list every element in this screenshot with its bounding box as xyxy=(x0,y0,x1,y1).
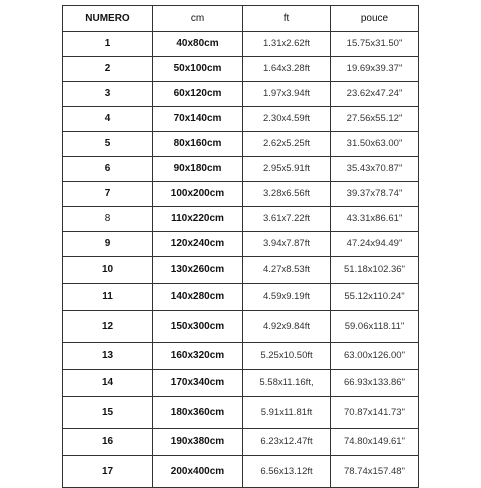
size-cm: 150x300cm xyxy=(153,311,243,343)
row-number: 9 xyxy=(63,232,153,257)
size-ft: 6.23x12.47ft xyxy=(243,429,331,456)
header-row xyxy=(63,6,419,32)
size-pouce: 19.69x39.37" xyxy=(331,57,419,82)
row-number: 12 xyxy=(63,311,153,343)
size-pouce: 55.12x110.24" xyxy=(331,284,419,311)
size-cm: 160x320cm xyxy=(153,343,243,370)
table-row xyxy=(63,32,419,57)
size-conversion-table xyxy=(62,5,419,488)
table-row xyxy=(63,82,419,107)
table-row xyxy=(63,456,419,488)
size-pouce: 70.87x141.73" xyxy=(331,397,419,429)
row-number: 2 xyxy=(63,57,153,82)
table-row xyxy=(63,370,419,397)
size-pouce: 66.93x133.86" xyxy=(331,370,419,397)
table-row xyxy=(63,207,419,232)
row-number: 3 xyxy=(63,82,153,107)
size-ft: 4.27x8.53ft xyxy=(243,257,331,284)
row-number: 1 xyxy=(63,32,153,57)
row-number: 7 xyxy=(63,182,153,207)
row-number: 4 xyxy=(63,107,153,132)
size-pouce: 43.31x86.61" xyxy=(331,207,419,232)
row-number: 13 xyxy=(63,343,153,370)
size-ft: 1.64x3.28ft xyxy=(243,57,331,82)
size-pouce: 63.00x126.00" xyxy=(331,343,419,370)
row-number: 8 xyxy=(63,207,153,232)
size-cm: 90x180cm xyxy=(153,157,243,182)
size-ft: 3.61x7.22ft xyxy=(243,207,331,232)
size-pouce: 47.24x94.49" xyxy=(331,232,419,257)
size-cm: 200x400cm xyxy=(153,456,243,488)
size-ft: 2.95x5.91ft xyxy=(243,157,331,182)
size-cm: 70x140cm xyxy=(153,107,243,132)
header-cm: cm xyxy=(153,6,243,32)
header-ft: ft xyxy=(243,6,331,32)
table-row xyxy=(63,311,419,343)
row-number: 5 xyxy=(63,132,153,157)
table-row xyxy=(63,429,419,456)
row-number: 11 xyxy=(63,284,153,311)
size-pouce: 23.62x47.24" xyxy=(331,82,419,107)
size-pouce: 35.43x70.87" xyxy=(331,157,419,182)
size-cm: 130x260cm xyxy=(153,257,243,284)
table-row xyxy=(63,232,419,257)
size-pouce: 15.75x31.50" xyxy=(331,32,419,57)
size-ft: 5.25x10.50ft xyxy=(243,343,331,370)
size-pouce: 27.56x55.12" xyxy=(331,107,419,132)
size-cm: 140x280cm xyxy=(153,284,243,311)
size-cm: 190x380cm xyxy=(153,429,243,456)
size-pouce: 39.37x78.74" xyxy=(331,182,419,207)
row-number: 10 xyxy=(63,257,153,284)
size-ft: 3.94x7.87ft xyxy=(243,232,331,257)
table-row xyxy=(63,107,419,132)
size-ft: 1.97x3.94ft xyxy=(243,82,331,107)
size-ft: 6.56x13.12ft xyxy=(243,456,331,488)
size-cm: 100x200cm xyxy=(153,182,243,207)
size-pouce: 74.80x149.61" xyxy=(331,429,419,456)
size-cm: 60x120cm xyxy=(153,82,243,107)
row-number: 16 xyxy=(63,429,153,456)
size-cm: 40x80cm xyxy=(153,32,243,57)
table-row xyxy=(63,132,419,157)
row-number: 14 xyxy=(63,370,153,397)
size-pouce: 51.18x102.36" xyxy=(331,257,419,284)
size-cm: 110x220cm xyxy=(153,207,243,232)
size-pouce: 31.50x63.00" xyxy=(331,132,419,157)
table-row xyxy=(63,182,419,207)
size-ft: 5.58x11.16ft, xyxy=(243,370,331,397)
size-ft: 4.59x9.19ft xyxy=(243,284,331,311)
size-pouce: 78.74x157.48" xyxy=(331,456,419,488)
size-cm: 120x240cm xyxy=(153,232,243,257)
table-row xyxy=(63,57,419,82)
table-row xyxy=(63,397,419,429)
size-ft: 2.30x4.59ft xyxy=(243,107,331,132)
table-row xyxy=(63,284,419,311)
size-cm: 80x160cm xyxy=(153,132,243,157)
table-row xyxy=(63,157,419,182)
size-pouce: 59.06x118.11" xyxy=(331,311,419,343)
table-row xyxy=(63,343,419,370)
header-numero: NUMERO xyxy=(63,6,153,32)
size-ft: 3.28x6.56ft xyxy=(243,182,331,207)
size-ft: 1.31x2.62ft xyxy=(243,32,331,57)
size-ft: 5.91x11.81ft xyxy=(243,397,331,429)
size-ft: 4.92x9.84ft xyxy=(243,311,331,343)
header-pouce: pouce xyxy=(331,6,419,32)
row-number: 17 xyxy=(63,456,153,488)
size-cm: 170x340cm xyxy=(153,370,243,397)
row-number: 15 xyxy=(63,397,153,429)
size-cm: 180x360cm xyxy=(153,397,243,429)
table-row xyxy=(63,257,419,284)
row-number: 6 xyxy=(63,157,153,182)
size-ft: 2.62x5.25ft xyxy=(243,132,331,157)
size-cm: 50x100cm xyxy=(153,57,243,82)
